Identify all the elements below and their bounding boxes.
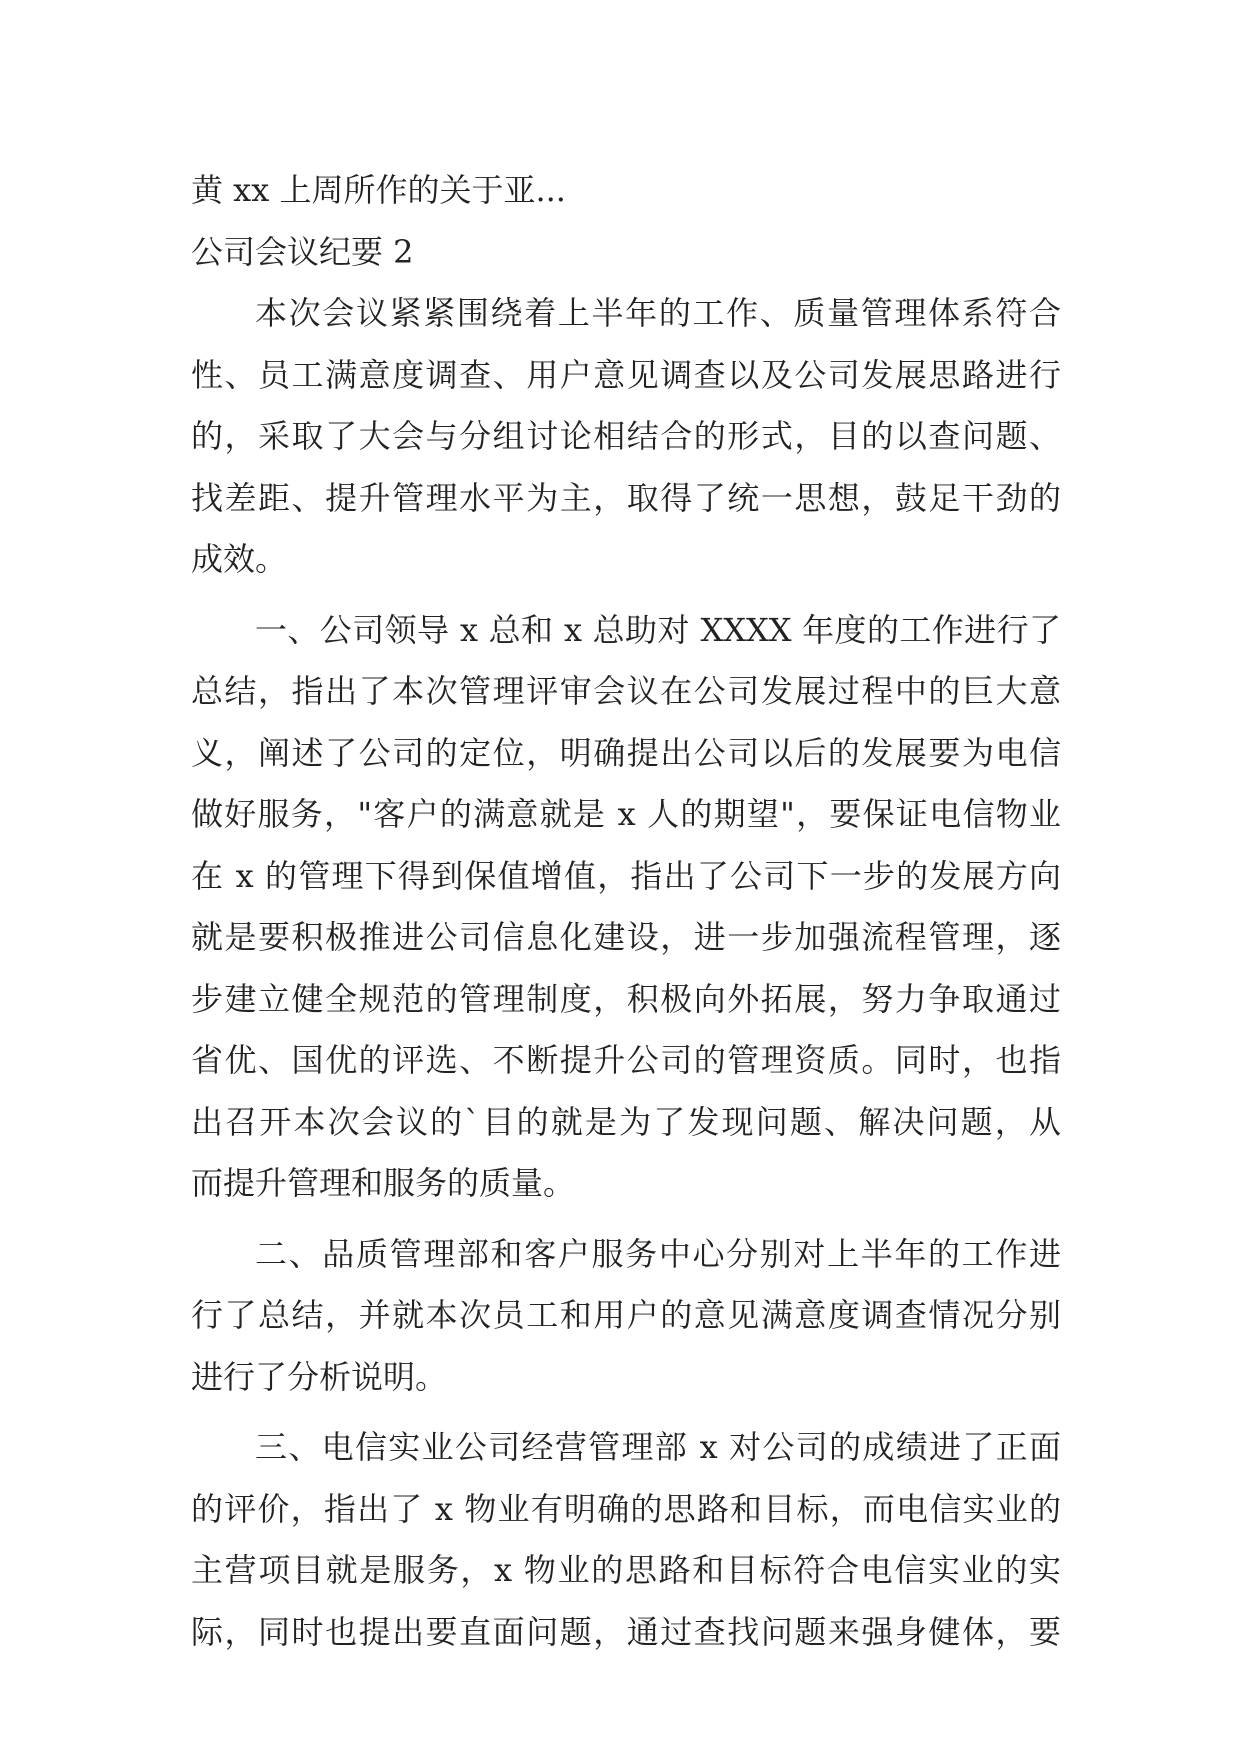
paragraph-gap <box>191 1215 1061 1224</box>
paragraph-line: 际，同时也提出要直面问题，通过查找问题来强身健体，要 <box>191 1612 1061 1651</box>
paragraph <box>191 1224 1061 1409</box>
paragraph-line: 性、员工满意度调查、用户意见调查以及公司发展思路进行 <box>191 355 1061 394</box>
paragraph-line: 就是要积极推进公司信息化建设，进一步加强流程管理，逐 <box>191 918 1061 956</box>
paragraph-line: 而提升管理和服务的质量。 <box>191 1164 576 1202</box>
paragraph <box>191 600 1061 1215</box>
paragraph-line: 找差距、提升管理水平为主，取得了统一思想，鼓足干劲的 <box>191 478 1061 517</box>
paragraph-line: 行了总结，并就本次员工和用户的意见满意度调查情况分别 <box>191 1296 1061 1334</box>
document-heading: 公司会议纪要 2 <box>191 232 414 271</box>
document-body <box>191 160 1061 1663</box>
paragraph-gap <box>191 1408 1061 1417</box>
paragraph-line: 的评价，指出了 x 物业有明确的思路和目标，而电信实业的 <box>191 1489 1061 1528</box>
paragraph-line: 进行了分析说明。 <box>191 1357 448 1396</box>
paragraph-line: 出召开本次会议的`目的就是为了发现问题、解决问题，从 <box>191 1102 1061 1141</box>
paragraph <box>191 283 1061 591</box>
paragraph-line: 主营项目就是服务，x 物业的思路和目标符合电信实业的实 <box>191 1551 1061 1589</box>
paragraph-line: 义，阐述了公司的定位，明确提出公司以后的发展要为电信 <box>191 733 1061 772</box>
paragraph-line: 三、电信实业公司经营管理部 x 对公司的成绩进了正面 <box>255 1428 1061 1466</box>
paragraph-line: 一、公司领导 x 总和 x 总助对 XXXX 年度的工作进行了 <box>255 610 1061 649</box>
paragraph-line: 在 x 的管理下得到保值增值，指出了公司下一步的发展方向 <box>191 856 1061 895</box>
paragraph-line: 成效。 <box>191 540 288 578</box>
paragraph-gap <box>191 591 1061 600</box>
paragraph <box>191 1417 1061 1663</box>
paragraph-line: 二、品质管理部和客户服务中心分别对上半年的工作进 <box>255 1234 1061 1273</box>
intro-line: 黄 xx 上周所作的关于亚... <box>191 171 566 209</box>
paragraph-line: 做好服务，"客户的满意就是 x 人的期望"，要保证电信物业 <box>191 795 1061 833</box>
paragraph-line: 总结，指出了本次管理评审会议在公司发展过程中的巨大意 <box>191 672 1061 710</box>
paragraph-line: 的，采取了大会与分组讨论相结合的形式，目的以查问题、 <box>191 417 1061 455</box>
paragraph-line: 省优、国优的评选、不断提升公司的管理资质。同时，也指 <box>191 1041 1061 1079</box>
paragraph-line: 步建立健全规范的管理制度，积极向外拓展，努力争取通过 <box>191 979 1061 1018</box>
paragraph-line: 本次会议紧紧围绕着上半年的工作、质量管理体系符合 <box>255 294 1061 332</box>
